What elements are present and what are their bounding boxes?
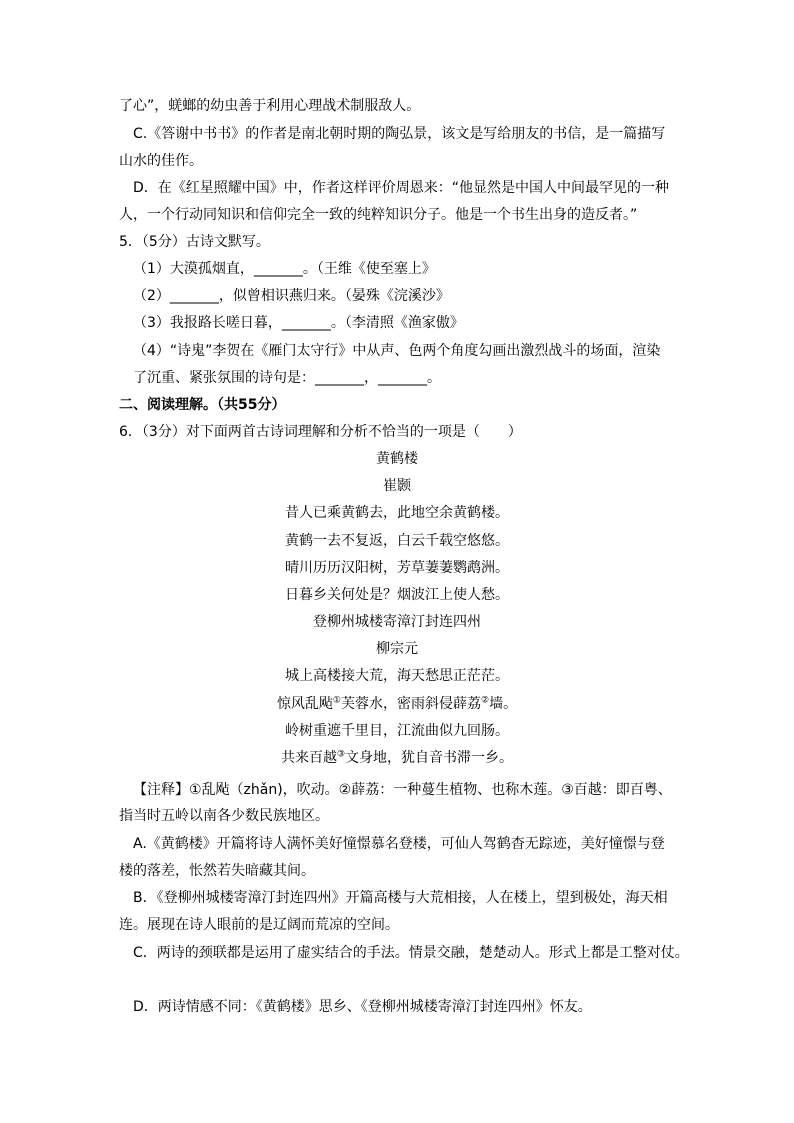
annotation-line-1: 【注释】①乱飐（zhǎn)，吹动。②薜荔：一种蔓生植物、也称木莲。③百越：即百粤、 (133, 782, 672, 798)
poem-1-line: 日暮乡关何处是？烟波江上使人愁。 (285, 587, 509, 603)
poem-2-title: 登柳州城楼寄漳汀封连四州 (313, 614, 481, 630)
question-5-item-4: （4）“诗鬼”李贺在《雁门太守行》中从声、色两个角度勾画出激烈战斗的场面，渲染 (133, 343, 661, 359)
footnote-marker-3: ③ (336, 749, 346, 760)
poem-1-author: 崔颢 (383, 478, 411, 494)
question-5-stem: 5．（5分）古诗文默写。 (119, 234, 270, 250)
option-b-line-1: B．《登柳州城楼寄漳汀封连四州》开篇高楼与大荒相接，人在楼上，望到极处，海天相 (133, 890, 668, 906)
option-d-line-2: 人，一个行动同知识和信仰完全一致的纯粹知识分子。他是一个书生出身的造反者。” (119, 207, 638, 223)
poem-2-line-2-part-b: 芙蓉水，密雨斜侵薜荔 (341, 696, 481, 712)
option-d-line-1: D．在《红星照耀中国》中，作者这样评价周恩来：“他显然是中国人中间最罕见的一种 (133, 180, 670, 196)
option-a-line-2: 楼的落差，怅然若失暗藏其间。 (119, 863, 315, 879)
footnote-marker-2: ② (481, 695, 490, 706)
poem-1-line: 昔人已乘黄鹤去，此地空余黄鹤楼。 (285, 505, 509, 521)
poem-2-line-4-part-b: 文身地，犹自音书滞一乡。 (345, 750, 514, 766)
poem-1-line: 黄鹤一去不复返，白云千载空悠悠。 (285, 533, 509, 549)
question-5-item-3: （3）我报路长嗟日暮，_______。（李清照《渔家傲》 (133, 315, 464, 331)
option-b-line-2: 连。展现在诗人眼前的是辽阔而荒凉的空间。 (119, 917, 399, 933)
poem-2-line (0, 748, 794, 768)
poem-2-line-2-part-a: 惊风乱飐 (276, 696, 333, 712)
option-c: C．两诗的颈联都是运用了虚实结合的手法。情景交融，楚楚动人。形式上都是工整对仗。 (133, 945, 689, 961)
option-a-line-1: A.《黄鹤楼》开篇将诗人满怀美好憧憬慕名登楼，可仙人驾鹤杳无踪迹，美好憧憬与登 (133, 836, 665, 852)
poem-2-line (0, 694, 794, 714)
poem-2-line-2-part-c: 墙。 (489, 696, 518, 712)
poem-2-author: 柳宗元 (376, 641, 418, 657)
option-d: D．两诗情感不同：《黄鹤楼》思乡、《登柳州城楼寄漳汀封连四州》怀友。 (133, 999, 592, 1015)
question-6-stem: 6．（3分）对下面两首古诗词理解和分析不恰当的一项是（ ） (119, 424, 522, 440)
poem-2-line: 城上高楼接大荒，海天愁思正茫茫。 (285, 668, 509, 684)
paragraph-continuation: 了心”，蜣螂的幼虫善于利用心理战术制服敌人。 (119, 98, 421, 114)
option-c-line-2: 山水的佳作。 (119, 153, 203, 169)
poem-2-line-4-part-a: 共来百越 (280, 750, 337, 766)
option-c-line-1: C.《答谢中书书》的作者是南北朝时期的陶弘景，该文是写给朋友的书信，是一篇描写 (133, 126, 666, 142)
poem-1-title: 黄鹤楼 (376, 451, 418, 467)
question-5-item-1: （1）大漠孤烟直，_______。（王维《使至塞上》 (133, 261, 436, 277)
annotation-line-2: 指当时五岭以南各少数民族地区。 (119, 808, 329, 824)
footnote-marker-1: ① (332, 695, 341, 706)
poem-2-line: 岭树重遮千里目，江流曲似九回肠。 (285, 723, 509, 739)
poem-1-line: 晴川历历汉阳树，芳草萋萋鹦鹉洲。 (285, 560, 509, 576)
question-5-item-4-cont: 了沉重、紧张氛围的诗句是：_______，_______。 (133, 370, 441, 386)
section-heading: 二、阅读理解。（共55分） (119, 397, 286, 413)
question-5-item-2: （2）_______，似曾相识燕归来。（晏殊《浣溪沙》 (133, 288, 450, 304)
